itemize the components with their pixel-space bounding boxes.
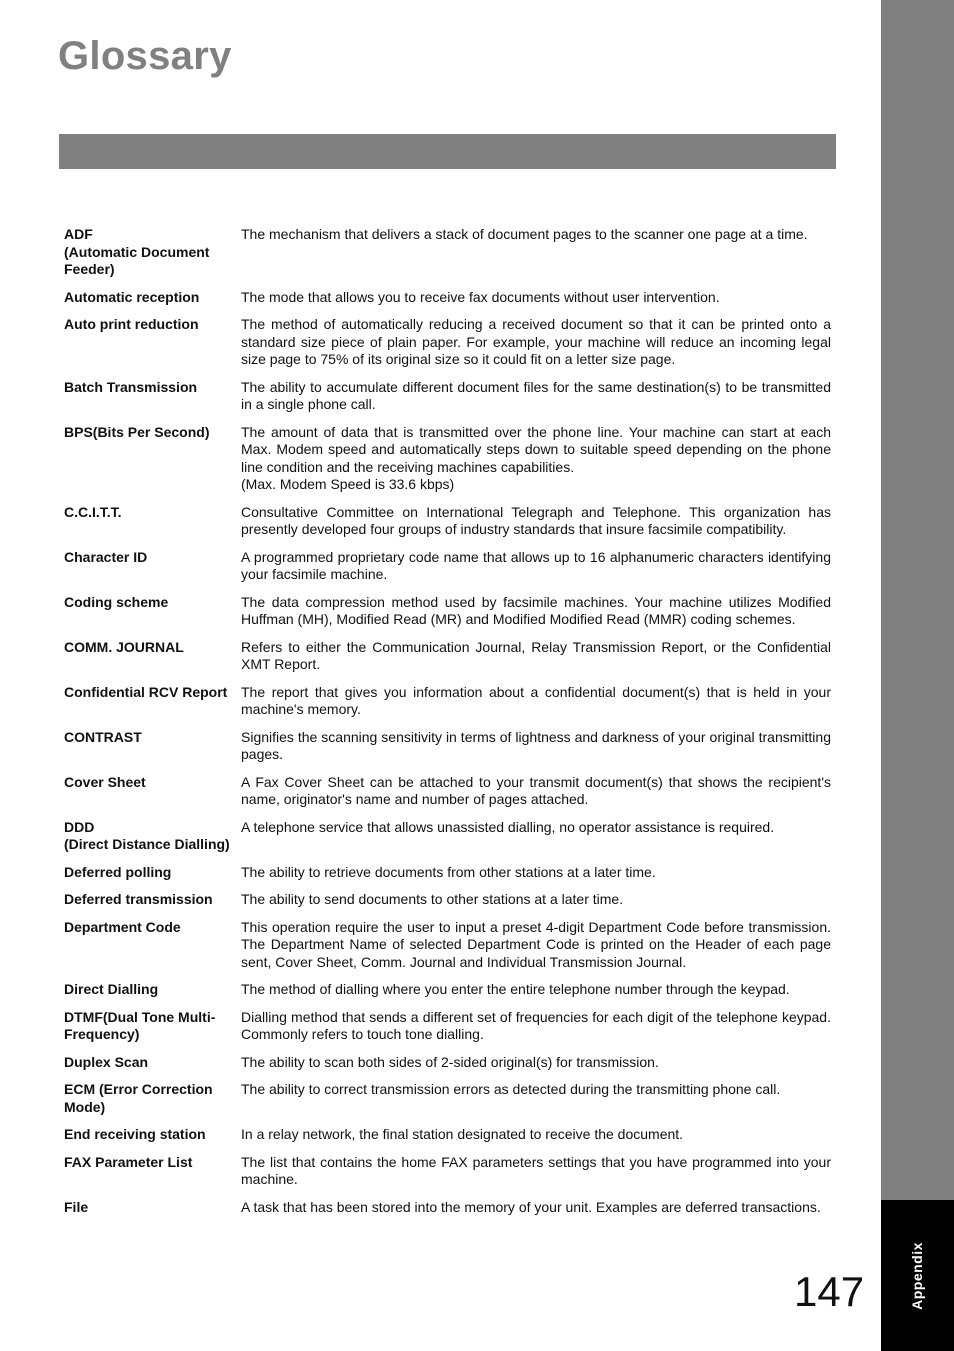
glossary-definition: The data compression method used by facsimile machines. Your machine utilizes Modified Huffman (MH), Modified Read (MR) and Modified Modified Read (MMR) coding schemes. (241, 593, 831, 627)
glossary-entry (64, 1154, 831, 1189)
glossary-definition: A Fax Cover Sheet can be attached to your transmit document(s) that shows the recipient's name, originator's name and number of pages attached. (241, 773, 831, 807)
glossary-term: Coding scheme (64, 593, 169, 610)
glossary-definition: The ability to accumulate different document files for the same destination(s) to be transmitted in a single phone call. (241, 378, 831, 412)
glossary-entry (64, 289, 831, 307)
glossary-term: ADF (Automatic Document Feeder) (64, 226, 210, 277)
glossary-term: File (64, 1198, 89, 1215)
glossary-term: End receiving station (64, 1126, 206, 1142)
glossary-entry (64, 504, 831, 539)
glossary-definition: The mechanism that delivers a stack of document pages to the scanner one page at a time. (241, 226, 808, 242)
glossary-term: FAX Parameter List (64, 1153, 193, 1170)
glossary-term: Automatic reception (64, 288, 200, 305)
glossary-term: Auto print reduction (64, 316, 199, 332)
glossary-entry (64, 1199, 831, 1217)
glossary-term: ECM (Error Correction Mode) (64, 1081, 213, 1115)
glossary-definition: The mode that allows you to receive fax documents without user intervention. (241, 288, 720, 305)
glossary-term: Duplex Scan (64, 1053, 149, 1070)
glossary-term: Batch Transmission (64, 378, 198, 395)
glossary-entry (64, 1081, 831, 1116)
glossary-entry (64, 639, 831, 674)
glossary-entry (64, 1009, 831, 1044)
section-tab-label: Appendix (909, 1242, 925, 1310)
glossary-term: DDD (Direct Distance Dialling) (64, 818, 230, 852)
glossary-entry (64, 549, 831, 584)
glossary-definition: In a relay network, the final station designated to receive the document. (241, 1126, 684, 1142)
glossary-entry (64, 774, 831, 809)
glossary-entry (64, 919, 831, 972)
page-title: Glossary (58, 34, 232, 78)
glossary-definition: The ability to send documents to other stations at a later time. (241, 891, 624, 907)
glossary-entry (64, 1054, 831, 1072)
glossary-list (64, 226, 831, 1226)
glossary-entry (64, 424, 831, 494)
glossary-term: Direct Dialling (64, 981, 159, 997)
glossary-definition: The ability to retrieve documents from other stations at a later time. (241, 863, 656, 880)
glossary-entry (64, 226, 831, 279)
glossary-definition: The method of automatically reducing a received document so that it can be printed onto a standard size piece of plain paper. For example, your machine will reduce an incoming legal size page to 75% of its original size so it could fit on a letter size page. (241, 316, 831, 367)
glossary-definition: Consultative Committee on International Telegraph and Telephone. This organization has presently developed four groups of industry standards that insure facsimile compatibility. (241, 503, 831, 537)
glossary-entry (64, 891, 831, 909)
page-number: 147 (794, 1268, 865, 1315)
glossary-term: Character ID (64, 548, 148, 565)
side-tab-bar (881, 0, 954, 1200)
glossary-definition: Dialling method that sends a different set of frequencies for each digit of the telephone keypad. Commonly refers to touch tone dialling. (241, 1008, 831, 1042)
glossary-definition: The report that gives you information about a confidential document(s) that is held in your machine's memory. (241, 683, 831, 717)
glossary-term: COMM. JOURNAL (64, 638, 184, 655)
glossary-entry (64, 316, 831, 369)
glossary-entry (64, 981, 831, 999)
glossary-definition: A telephone service that allows unassisted dialling, no operator assistance is required. (241, 818, 775, 835)
glossary-definition: The list that contains the home FAX parameters settings that you have programmed into your machine. (241, 1153, 831, 1187)
glossary-entry (64, 819, 831, 854)
glossary-definition: The ability to scan both sides of 2-sided original(s) for transmission. (241, 1053, 659, 1070)
glossary-term: Department Code (64, 918, 181, 935)
glossary-term: Cover Sheet (64, 773, 146, 790)
glossary-term: Deferred polling (64, 863, 172, 880)
glossary-definition: The ability to correct transmission errors as detected during the transmitting phone call. (241, 1081, 781, 1097)
glossary-term: CONTRAST (64, 728, 142, 745)
glossary-definition: Signifies the scanning sensitivity in terms of lightness and darkness of your original transmitting pages. (241, 728, 831, 762)
header-band (59, 134, 836, 169)
glossary-term: C.C.I.T.T. (64, 503, 122, 520)
glossary-entry (64, 594, 831, 629)
glossary-term: Deferred transmission (64, 891, 213, 907)
glossary-definition: A task that has been stored into the memory of your unit. Examples are deferred transactions. (241, 1198, 821, 1215)
glossary-definition: The method of dialling where you enter the entire telephone number through the keypad. (241, 981, 790, 997)
glossary-definition: Refers to either the Communication Journal, Relay Transmission Report, or the Confidential XMT Report. (241, 638, 831, 672)
glossary-definition: This operation require the user to input a preset 4-digit Department Code before transmission. The Department Name of selected Department Code is printed on the Header of each page sent, Cover Sheet, Comm. Journal and Individual Transmission Journal. (241, 918, 831, 970)
glossary-definition: A programmed proprietary code name that allows up to 16 alphanumeric characters identifying your facsimile machine. (241, 548, 831, 582)
glossary-entry (64, 729, 831, 764)
glossary-definition: The amount of data that is transmitted over the phone line. Your machine can start at each Max. Modem speed and automatically steps down to suitable speed depending on the phone line condition and the receiving machines capabilities. (Max. Modem Speed is 33.6 kbps) (241, 423, 831, 492)
glossary-term: BPS(Bits Per Second) (64, 423, 210, 440)
glossary-entry (64, 1126, 831, 1144)
glossary-term: DTMF(Dual Tone Multi-Frequency) (64, 1008, 216, 1042)
glossary-entry (64, 379, 831, 414)
glossary-entry (64, 684, 831, 719)
glossary-term: Confidential RCV Report (64, 683, 228, 700)
glossary-entry (64, 864, 831, 882)
